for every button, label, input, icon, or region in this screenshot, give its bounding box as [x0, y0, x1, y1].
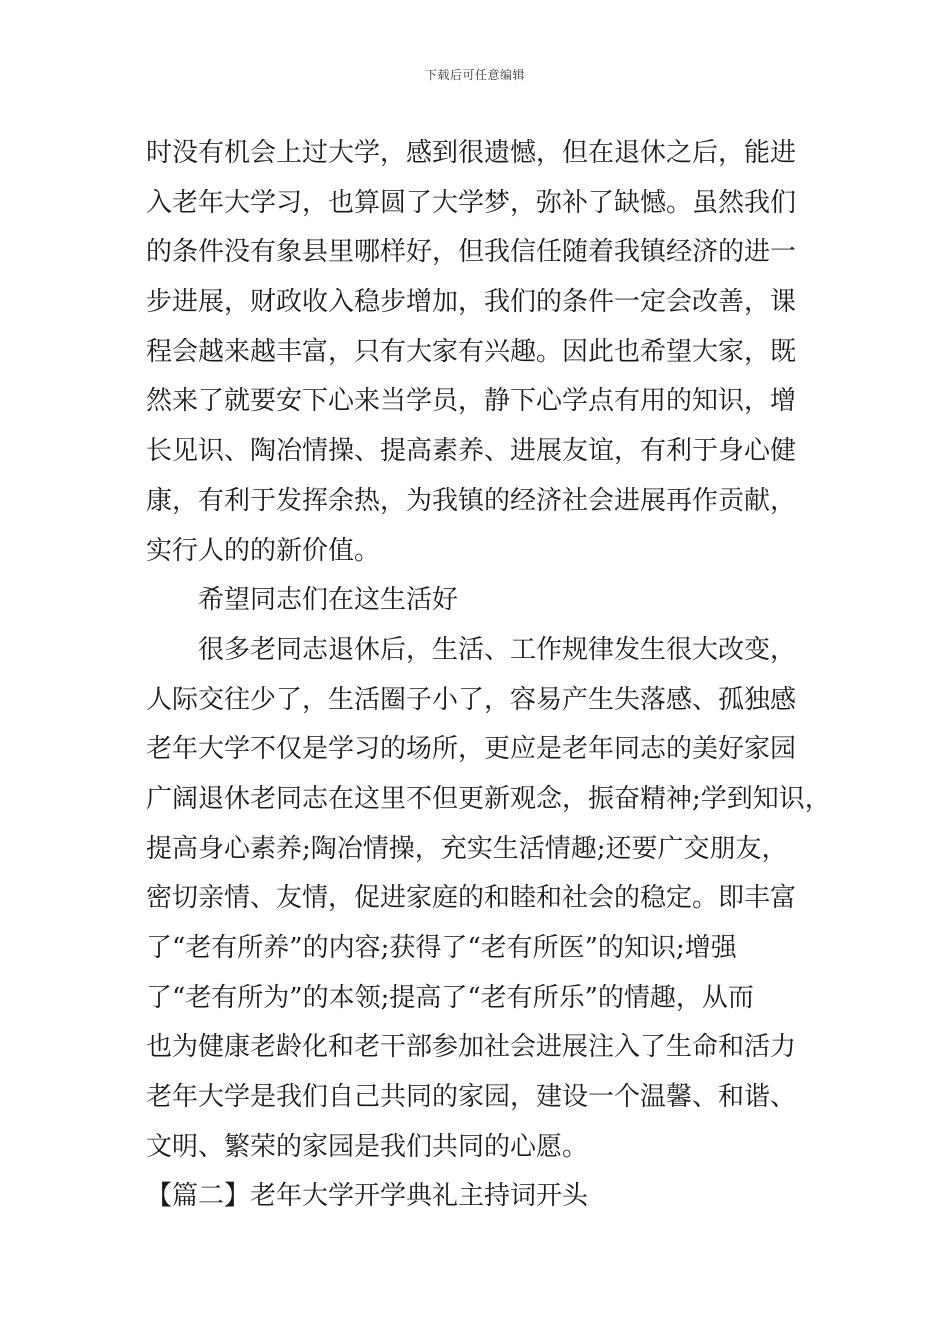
text-line: 入老年大学习，也算圆了大学梦，弥补了缺憾。虽然我们 [146, 187, 797, 218]
page-header: 下载后可任意编辑 [424, 68, 525, 82]
text-line: 的条件没有象县里哪样好，但我信任随着我镇经济的进一 [146, 237, 797, 268]
document-body [146, 129, 831, 1222]
text-line: 时没有机会上过大学，感到很遗憾，但在退休之后，能进 [146, 138, 797, 168]
text-line: 然来了就要安下心来当学员，静下心学点有用的知识，增 [146, 386, 797, 417]
text-line: 密切亲情、友情，促进家庭的和睦和社会的稳定。即丰富 [146, 883, 797, 914]
text-line: 步进展，财政收入稳步增加，我们的条件一定会改善，课 [146, 287, 797, 318]
subheading-line: 希望同志们在这生活好 [198, 585, 459, 616]
text-line: 康，有利于发挥余热，为我镇的经济社会进展再作贡献， [146, 485, 797, 516]
paragraph-start-line: 很多老同志退休后，生活、工作规律发生很大改变， [198, 634, 797, 665]
text-line: 文明、繁荣的家园是我们共同的心愿。 [146, 1131, 589, 1162]
text-line: 了“老有所养”的内容;获得了“老有所医”的知识;增强 [146, 933, 737, 963]
text-line: 老年大学不仅是学习的场所，更应是老年同志的美好家园 [146, 734, 797, 765]
text-line: 也为健康老龄化和老干部参加社会进展注入了生命和活力 [146, 1032, 797, 1063]
text-line: 程会越来越丰富，只有大家有兴趣。因此也希望大家，既 [146, 336, 797, 367]
text-line: 了“老有所为”的本领;提高了“老有所乐”的情趣，从而 [146, 982, 754, 1013]
text-line: 长见识、陶冶情操、提高素养、进展友谊，有利于身心健 [146, 436, 797, 467]
text-line: 实行人的的新价值。 [146, 535, 381, 566]
text-line: 广阔退休老同志在这里不但更新观念，振奋精神;学到知识， [146, 783, 831, 814]
text-line: 老年大学是我们自己共同的家园，建设一个温馨、和谐、 [146, 1082, 797, 1113]
section-heading: 【篇二】老年大学开学典礼主持词开头 [146, 1181, 589, 1212]
text-line: 人际交往少了，生活圈子小了，容易产生失落感、孤独感 [146, 684, 797, 715]
text-line: 提高身心素养;陶冶情操，充实生活情趣;还要广交朋友， [146, 833, 788, 864]
